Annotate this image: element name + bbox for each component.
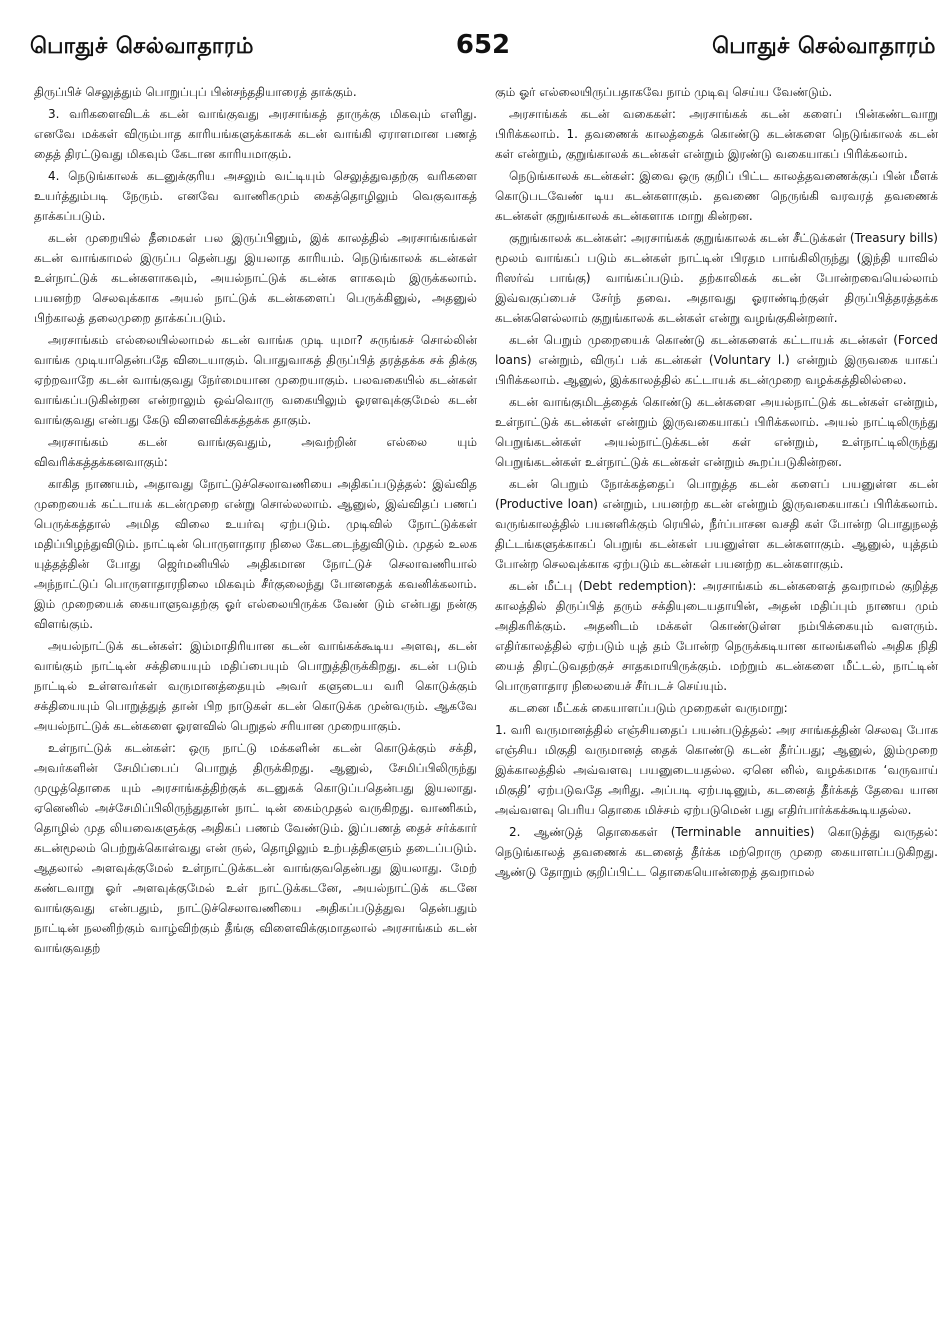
paragraph: அரசாங்கம் எல்லையில்லாமல் கடன் வாங்க முடி யுமா? சுருங்கச் சொல்லின் வாங்க முடியாதென்பதே விடையாகும். பொதுவாகத் திருப்பித் தரத்தக்க சக் திக்கு ஏற்றவாறே கடன் வாங்குவது நேர்மையான முறையாகும். பலவகையில் கடன்கள் வாங்கப்படுகின்றன என்றாலும் ஒவ்வொரு வகையிலும் ஓரளவுக்குமேல் கடன் வாங்குவது என்பது கேடு விளைவிக்கத்தக்க தாகும். (34, 333, 477, 427)
paragraph: கடன் பெறும் நோக்கத்தைப் பொறுத்த கடன் களைப் பயனுள்ள கடன் (Productive loan) என்றும், பயனற்ற கடன் என்றும் இருவகையாகப் பிரிக்கலாம். வருங்காலத்தில் பயனளிக்கும் ரெயில், நீர்ப்பாசன வசதி கள் போன்ற பொதுநலத் திட்டங்களுக்காகப் பெறுங் கடன்கள் பயனுள்ள கடன்களாகும். ஆனுல், யுத்தம் போன்ற செலவுக்காக ஏற்படும் கடன்கள் பயனற்ற கடன்களாகும். (495, 477, 938, 571)
paragraph: கும் ஓர் எல்லையிருப்பதாகவே நாம் முடிவு செய்ய வேண்டும். (495, 85, 833, 99)
paragraph: கடன் முறையில் தீமைகள் பல இருப்பினும், இக் காலத்தில் அரசாங்கங்கள் கடன் வாங்காமல் இருப்ப தென்பது இயலாத காரியம். நெடுங்காலக் கடன்கள் உள்நாட்டுக் கடன்களாகவும், அயல்நாட்டுக் கடன்க ளாகவும் இருக்கலாம். பயனற்ற செலவுக்காக அயல் நாட்டுக் கடன்களைப் பெருக்கினுல், அதனுல் பிற்காலத் தலைமுறை தாக்கப்படும். (34, 231, 477, 325)
paragraph: உள்நாட்டுக் கடன்கள்: ஒரு நாட்டு மக்களின் கடன் கொடுக்கும் சக்தி, அவர்களின் சேமிப்பைப் பொறுத் திருக்கிறது. ஆனுல், சேமிப்பிலிருந்து முழுத்தொகை யும் அரசாங்கத்திற்குக் கடனுகக் கொடுப்பதென்பது இயலாது. ஏனெனில் அச்சேமிப்பிலிருந்துதான் நாட் டின் கைம்முதல் வருகிறது. வாணிகம், தொழில் முத லியவைகளுக்கு அதிகப் பணம் வேண்டும். இப்பணத் தைச் சர்க்கார் கடன்மூலம் பெற்றுக்கொள்வது என் ருல், தொழிலும் உற்பத்திகளும் தடைப்படும். ஆதலால் அளவுக்குமேல் உள்நாட்டுக்கடன் வாங்குவதென்பது இயலாது. மேற் கண்டவாறு ஓர் அளவுக்குமேல் உள் நாட்டுக்கடனே, அயல்நாட்டுக் கடனே வாங்குவது என்பதும், நாட்டுச்செலாவணியை அதிகப்படுத்துவ தென்பதும் நாட்டின் நலனிற்கும் வாழ்விற்கும் தீங்கு விளைவிக்குமாதலால் அரசாங்கம் கடன் வாங்குவதற் (34, 741, 477, 955)
paragraph: கடன் வாங்குமிடத்தைக் கொண்டு கடன்களை அயல்நாட்டுக் கடன்கள் என்றும், உள்நாட்டுக் கடன்கள் என்றும் இருவகையாகப் பிரிக்கலாம். அயல் நாட்டிலிருந்து பெறுங்கடன்கள் அயல்நாட்டுக்கடன் கள் என்றும், உள்நாட்டிலிருந்து பெறுங்கடன்கள் உள்நாட்டுக் கடன்கள் என்றும் கூறப்படுகின்றன. (495, 395, 938, 469)
paragraph: 3. வரிகளைவிடக் கடன் வாங்குவது அரசாங்கத் தாருக்கு மிகவும் எளிது. எனவே மக்கள் விரும்பாத காரியங்களுக்காகக் கடன் வாங்கி ஏராளமான பணத் தைத் திரட்டுவது மிகவும் கேடான காரியமாகும். (34, 107, 477, 161)
paragraph: நெடுங்காலக் கடன்கள்: இவை ஒரு குறிப் பிட்ட காலத்தவணைக்குப் பின் மீளக் கொடுபடவேண் டிய கடன்களாகும். தவணை நெருங்கி வரவரத் தவணைக் கடன்கள் குறுங்காலக் கடன்களாக மாறு கின்றன. (495, 169, 938, 223)
paragraph: கடன் பெறும் முறையைக் கொண்டு கடன்களைக் கட்டாயக் கடன்கள் (Forced loans) என்றும், விருப் பக் கடன்கள் (Voluntary l.) என்றும் இருவகை யாகப் பிரிக்கலாம். ஆனுல், இக்காலத்தில் கட்டாயக் கடன்முறை வழக்கத்திலில்லை. (495, 333, 938, 387)
text-columns (34, 82, 938, 1319)
right-column (495, 82, 938, 1319)
paragraph: அரசாங்கம் கடன் வாங்குவதும், அவற்றின் எல்லை யும் விவரிக்கத்தக்கனவாகும்: (34, 435, 477, 469)
paragraph: கடனை மீட்கக் கையாளப்படும் முறைகள் வருமாறு: (509, 701, 788, 715)
paragraph: திருப்பிச் செலுத்தும் பொறுப்புப் பின்சந்ததியாரைத் தாக்கும். (34, 85, 357, 99)
paragraph: 1. வரி வருமானத்தில் எஞ்சியதைப் பயன்படுத்தல்: அர சாங்கத்தின் செலவு போக எஞ்சிய மிகுதி வருமானத் தைக் கொண்டு கடன் தீர்ப்பது; ஆனுல், இம்முறை இக்காலத்தில் அவ்வளவு பயனுடையதல்ல. ஏனெ னில், வழக்கமாக ‘வருவாய் மிகுதி’ ஏற்படுவதே அரிது. அப்படி ஏற்படினும், கடனைத் தீர்க்கத் தேவை யான அவ்வளவு பெரிய தொகை மிச்சம் ஏற்படுமென் பது எதிர்பார்க்கக்கூடியதல்ல. (495, 723, 938, 817)
paragraph: 4. நெடுங்காலக் கடனுக்குரிய அசலும் வட்டியும் செலுத்துவதற்கு வரிகளை உயர்த்தும்படி நேரும். எனவே வாணிகமும் கைத்தொழிலும் வெகுவாகத் தாக்கப்படும். (34, 169, 477, 223)
paragraph: கடன் மீட்பு (Debt redemption): அரசாங்கம் கடன்களைத் தவறாமல் குறித்த காலத்தில் திருப்பித் தரும் சக்தியுடையதாயின், அதன் மதிப்பும் நாணய மும் அதிகரிக்கும். அதனிடம் மக்கள் கொண்டுள்ள நம்பிக்கையும் வளரும். எதிர்காலத்தில் ஏற்படும் யுத் தம் போன்ற நெருக்கடியான காலங்களில் அதிக நிதி யைத் திரட்டுவதற்குச் சாதகமாயிருக்கும். மற்றும் கடன்களை மீட்டல், நாட்டின் பொருளாதார நிலையைச் சீர்படச் செய்யும். (495, 579, 938, 693)
paragraph: குறுங்காலக் கடன்கள்: அரசாங்கக் குறுங்காலக் கடன் சீட்டுக்கள் (Treasury bills) மூலம் வாங்கப் படும் கடன்கள் நாட்டின் பிரதம பாங்கிலிருந்து (இந்தி யாவில் ரிஸர்வ் பாங்கு) வாங்கப்படும். தற்காலிகக் கடன் போன்றவையெல்லாம் இவ்வகுப்பைச் சேர்ந் தவை. அதாவது ஓராண்டிற்குள் திருப்பித்தரத்தக்க கடன்களெல்லாம் குறுங்காலக் கடன்கள் என்று வழங்குகின்றனர். (495, 231, 938, 325)
page-number: 652 (455, 30, 511, 60)
left-column (34, 82, 477, 1319)
paragraph: அரசாங்கக் கடன் வகைகள்: அரசாங்கக் கடன் களைப் பின்கண்டவாறு பிரிக்கலாம். 1. தவணைக் காலத்தைக் கொண்டு கடன்களை நெடுங்காலக் கடன் கள் என்றும், குறுங்காலக் கடன்கள் என்றும் இரண்டு வகையாகப் பிரிக்கலாம். (495, 107, 938, 161)
paragraph: அயல்நாட்டுக் கடன்கள்: இம்மாதிரியான கடன் வாங்கக்கூடிய அளவு, கடன் வாங்கும் நாட்டின் சக்தியையும் மதிப்பையும் பொறுத்திருக்கிறது. கடன் படும் நாட்டில் உள்ளவர்கள் வருமானத்தையும் அவர் களுடைய வரி கொடுக்கும் சக்தியையும் பொறுத்துத் தான் பிற நாடுகள் கடன் கொடுக்க முன்வரும். ஆகவே அயல்நாட்டுக் கடன்களை ஓரளவில் பெறுதல் சரியான முறையாகும். (34, 639, 477, 733)
page-header (30, 30, 936, 70)
running-title-left: பொதுச் செல்வாதாரம் (30, 34, 254, 59)
running-title-right: பொதுச் செல்வாதாரம் (712, 34, 936, 59)
paragraph: 2. ஆண்டுத் தொகைகள் (Terminable annuities) கொடுத்து வருதல்: நெடுங்காலத் தவணைக் கடனைத் தீர்க்க மற்றொரு முறை கையாளப்படுகிறது. ஆண்டு தோறும் குறிப்பிட்ட தொகையொன்றைத் தவறாமல் (495, 825, 938, 879)
paragraph: காகித நாணயம், அதாவது நோட்டுச்செலாவணியை அதிகப்படுத்தல்: இவ்வித முறையைக் கட்டாயக் கடன்முறை என்று சொல்லலாம். ஆனுல், இவ்விதப் பணப் பெருக்கத்தால் அமித விலை உயர்வு ஏற்படும். முடிவில் நோட்டுக்கள் மதிப்பிழந்துவிடும். நாட்டின் பொருளாதார நிலை கேடடைந்துவிடும். முதல் உலக யுத்தத்தின் போது ஜெர்மனியில் அதிகமான நோட்டுச் செலாவணியால் அந்நாட்டுப் பொருளாதாரநிலை மிகவும் சீர்குலைந்து போனதைக் கவனிக்கலாம். இம் முறையைக் கையாளுவதற்கு ஓர் எல்லையிருக்க வேண் டும் என்பது நன்கு விளங்கும். (34, 477, 477, 631)
